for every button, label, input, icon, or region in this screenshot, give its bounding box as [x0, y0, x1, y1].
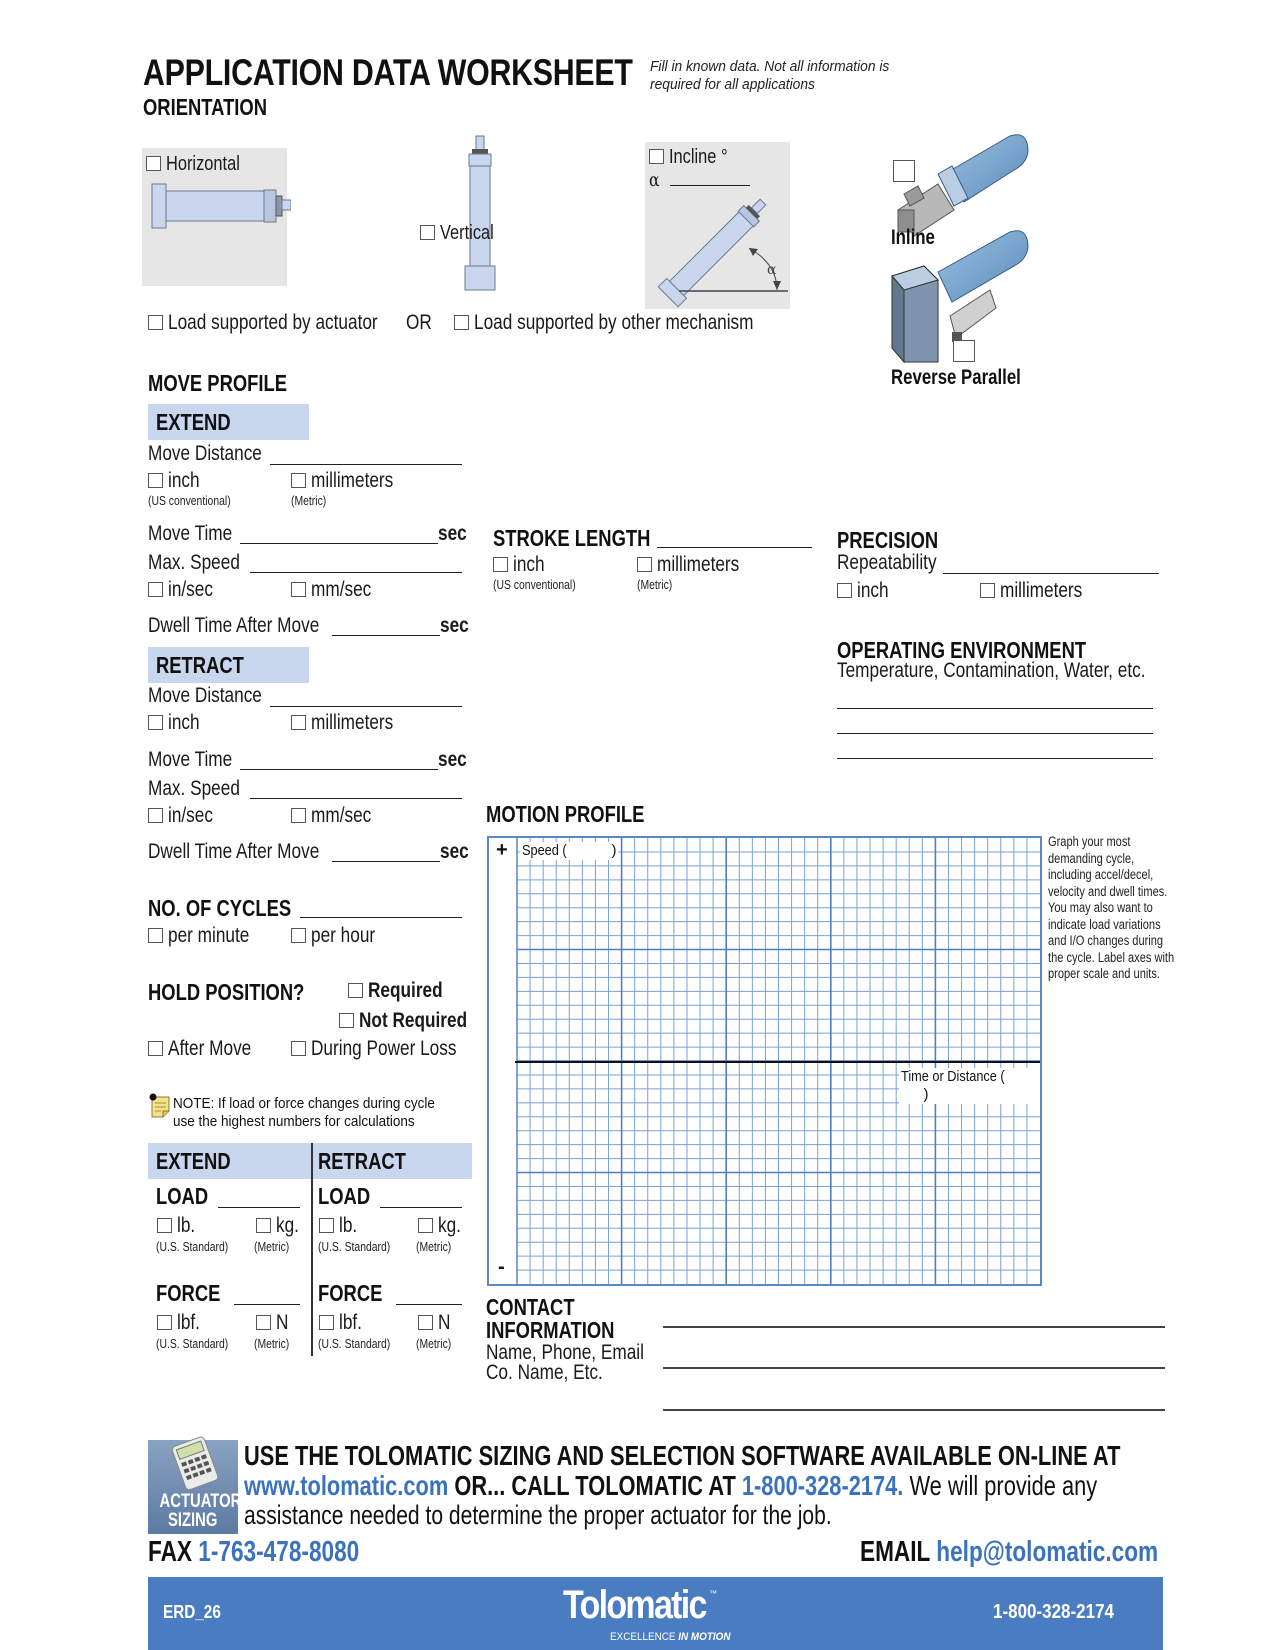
- or-label: OR: [406, 311, 432, 334]
- reverse-parallel-label: Reverse Parallel: [891, 366, 1021, 389]
- vertical-actuator-icon: [455, 134, 505, 292]
- hold-after-move-checkbox[interactable]: [148, 1041, 163, 1056]
- retract-move-time-unit: sec: [438, 748, 467, 771]
- load-supported-other-option[interactable]: Load supported by other mechanism: [454, 311, 815, 335]
- retract-n-note: (Metric): [416, 1336, 452, 1351]
- extend-band: EXTEND: [148, 404, 309, 440]
- load-supported-other-checkbox[interactable]: [454, 315, 469, 330]
- extend-force-input[interactable]: [234, 1304, 300, 1305]
- reverse-parallel-checkbox[interactable]: [953, 340, 975, 362]
- retract-kg-note: (Metric): [416, 1239, 452, 1254]
- inline-label: Inline: [891, 226, 935, 249]
- contact-heading: CONTACT INFORMATION: [486, 1294, 615, 1343]
- contact-line-2[interactable]: [663, 1367, 1165, 1369]
- retract-move-time-field[interactable]: Move Time: [148, 748, 233, 771]
- reverse-parallel-checkbox-row[interactable]: [953, 340, 980, 366]
- retract-distance-mm-option[interactable]: millimeters: [291, 711, 411, 735]
- hold-after-move-option[interactable]: After Move: [148, 1037, 270, 1061]
- retract-max-speed-field[interactable]: Max. Speed: [148, 777, 240, 800]
- x-axis-label: Time or Distance ( ): [899, 1068, 1040, 1104]
- retract-distance-mm-checkbox[interactable]: [291, 715, 306, 730]
- inline-checkbox-row[interactable]: [893, 160, 920, 186]
- extend-force-field[interactable]: FORCE: [156, 1280, 221, 1306]
- contact-line-1[interactable]: [663, 1326, 1165, 1328]
- extend-force-lbf-checkbox[interactable]: [157, 1315, 172, 1330]
- retract-move-distance-input[interactable]: [270, 706, 462, 707]
- retract-distance-inch-checkbox[interactable]: [148, 715, 163, 730]
- vertical-checkbox[interactable]: [420, 225, 435, 240]
- retract-force-n-option[interactable]: N: [418, 1311, 453, 1335]
- retract-load-lb-checkbox[interactable]: [319, 1218, 334, 1233]
- footer-tagline: EXCELLENCE IN MOTION: [610, 1631, 731, 1643]
- extend-dwell-input[interactable]: [332, 635, 440, 636]
- precision-heading: PRECISION: [837, 527, 939, 553]
- extend-force-n-option[interactable]: N: [256, 1311, 291, 1335]
- retract-dwell-unit: sec: [440, 840, 469, 863]
- cycles-per-minute-checkbox[interactable]: [148, 928, 163, 943]
- actuator-sizing-badge[interactable]: [148, 1440, 242, 1534]
- extend-mm-note: (Metric): [291, 493, 327, 508]
- extend-lb-note: (U.S. Standard): [156, 1239, 229, 1254]
- horizontal-checkbox-row[interactable]: Horizontal: [146, 153, 256, 176]
- instructions: Fill in known data. Not all information is required for all applications: [650, 58, 890, 93]
- extend-distance-mm-checkbox[interactable]: [291, 473, 306, 488]
- retract-move-distance-field[interactable]: Move Distance: [148, 684, 262, 707]
- hold-position-heading: HOLD POSITION?: [148, 979, 305, 1005]
- load-extend-heading: EXTEND: [156, 1148, 231, 1174]
- extend-speed-in-option[interactable]: in/sec: [148, 578, 223, 602]
- retract-load-field[interactable]: LOAD: [318, 1183, 371, 1209]
- operating-environment-sub: Temperature, Contamination, Water, etc.: [837, 659, 1146, 682]
- cycles-per-hour-option[interactable]: per hour: [291, 924, 389, 948]
- retract-force-input[interactable]: [396, 1304, 462, 1305]
- graph-instructions: Graph your most demanding cycle, including accel/decel, velocity and dwell times. You may also want to indicate load variations and I/O changes during the cycle. Label axes with proper scale and units.: [1048, 834, 1175, 981]
- horizontal-option: [142, 148, 287, 286]
- retract-load-kg-checkbox[interactable]: [418, 1218, 433, 1233]
- horizontal-actuator-icon: [146, 178, 291, 242]
- extend-lbf-note: (U.S. Standard): [156, 1336, 229, 1351]
- retract-lb-note: (U.S. Standard): [318, 1239, 391, 1254]
- incline-checkbox-row[interactable]: Incline °: [649, 146, 740, 169]
- repeatability-input[interactable]: [943, 573, 1159, 574]
- extend-speed-in-checkbox[interactable]: [148, 582, 163, 597]
- tolomatic-logo[interactable]: Tolomatic ™: [563, 1583, 717, 1627]
- promo-line-2: www.tolomatic.com OR... CALL TOLOMATIC AT 1-800-328-2174. We will provide any: [244, 1470, 1098, 1501]
- promo-line-1: USE THE TOLOMATIC SIZING AND SELECTION SOFTWARE AVAILABLE ON-LINE AT: [244, 1440, 1121, 1471]
- operating-environment-line-2[interactable]: [837, 733, 1153, 734]
- load-supported-actuator-option[interactable]: Load supported by actuator: [148, 311, 424, 335]
- extend-force-lbf-option[interactable]: lbf.: [157, 1311, 205, 1335]
- extend-load-input[interactable]: [218, 1207, 300, 1208]
- precision-mm-checkbox[interactable]: [980, 583, 995, 598]
- retract-force-n-checkbox[interactable]: [418, 1315, 433, 1330]
- retract-load-kg-option[interactable]: kg.: [418, 1214, 466, 1238]
- retract-speed-in-checkbox[interactable]: [148, 808, 163, 823]
- cycles-input[interactable]: [300, 917, 462, 918]
- contact-sub: Name, Phone, Email Co. Name, Etc.: [486, 1341, 644, 1384]
- promo-line-3: assistance needed to determine the proper actuator for the job.: [244, 1500, 832, 1530]
- extend-distance-inch-option[interactable]: inch: [148, 469, 207, 493]
- stroke-length-heading: STROKE LENGTH: [493, 525, 651, 551]
- incline-angle-field[interactable]: α: [649, 169, 750, 191]
- stroke-length-input[interactable]: [657, 547, 812, 548]
- retract-dwell-input[interactable]: [332, 861, 440, 862]
- hold-required-checkbox[interactable]: [348, 983, 363, 998]
- cycles-per-hour-checkbox[interactable]: [291, 928, 306, 943]
- hold-power-loss-option[interactable]: During Power Loss: [291, 1037, 488, 1061]
- cycles-heading: NO. OF CYCLES: [148, 895, 292, 921]
- footer-code: ERD_26: [163, 1602, 221, 1622]
- hold-not-required-option[interactable]: Not Required: [339, 1009, 491, 1033]
- phone-link[interactable]: 1-800-328-2174.: [741, 1470, 904, 1501]
- retract-speed-mm-option[interactable]: mm/sec: [291, 804, 385, 828]
- stroke-mm-checkbox[interactable]: [637, 557, 652, 572]
- motion-profile-graph[interactable]: [487, 836, 1042, 1286]
- stroke-inch-checkbox[interactable]: [493, 557, 508, 572]
- incline-actuator-icon: [645, 182, 790, 309]
- extend-load-kg-option[interactable]: kg.: [256, 1214, 304, 1238]
- y-axis-label: Speed ( ): [522, 842, 617, 859]
- retract-force-lbf-checkbox[interactable]: [319, 1315, 334, 1330]
- extend-n-note: (Metric): [254, 1336, 290, 1351]
- extend-max-speed-field[interactable]: Max. Speed: [148, 551, 240, 574]
- precision-inch-option[interactable]: inch: [837, 579, 896, 603]
- extend-move-time-input[interactable]: [240, 543, 438, 544]
- operating-environment-line-1[interactable]: [837, 708, 1153, 709]
- incline-checkbox[interactable]: [649, 149, 664, 164]
- stroke-inch-option[interactable]: inch: [493, 553, 552, 577]
- email-link[interactable]: help@tolomatic.com: [936, 1536, 1159, 1568]
- extend-kg-note: (Metric): [254, 1239, 290, 1254]
- cycles-per-minute-option[interactable]: per minute: [148, 924, 267, 948]
- extend-move-distance-field[interactable]: Move Distance: [148, 442, 262, 465]
- extend-move-time-unit: sec: [438, 522, 467, 545]
- incline-option: [645, 142, 790, 309]
- fax-row: FAX 1-763-478-8080: [148, 1536, 360, 1568]
- extend-distance-mm-option[interactable]: millimeters: [291, 469, 411, 493]
- stroke-mm-option[interactable]: millimeters: [637, 553, 757, 577]
- load-retract-heading: RETRACT: [318, 1148, 406, 1174]
- retract-move-time-input[interactable]: [240, 769, 438, 770]
- retract-distance-inch-option[interactable]: inch: [148, 711, 207, 735]
- retract-speed-in-option[interactable]: in/sec: [148, 804, 223, 828]
- extend-move-time-field[interactable]: Move Time: [148, 522, 233, 545]
- extend-dwell-field[interactable]: Dwell Time After Move: [148, 614, 320, 637]
- minus-icon: -: [498, 1256, 505, 1278]
- graph-grid: [489, 838, 1040, 1284]
- badge-text: ACTUATOR SIZING: [159, 1491, 242, 1531]
- fax-number[interactable]: 1-763-478-8080: [198, 1536, 360, 1568]
- extend-inch-note: (US conventional): [148, 493, 231, 508]
- extend-load-kg-checkbox[interactable]: [256, 1218, 271, 1233]
- horizontal-checkbox[interactable]: [146, 156, 161, 171]
- hold-power-loss-checkbox[interactable]: [291, 1041, 306, 1056]
- retract-load-input[interactable]: [380, 1207, 462, 1208]
- footer-bar: [148, 1577, 1163, 1650]
- load-supported-actuator-checkbox[interactable]: [148, 315, 163, 330]
- svg-text:α: α: [767, 262, 777, 278]
- extend-load-lb-checkbox[interactable]: [157, 1218, 172, 1233]
- vertical-checkbox-row[interactable]: Vertical: [420, 222, 506, 245]
- footer-phone[interactable]: 1-800-328-2174: [993, 1601, 1114, 1623]
- extend-dwell-unit: sec: [440, 614, 469, 637]
- precision-mm-option[interactable]: millimeters: [980, 579, 1100, 603]
- retract-max-speed-input[interactable]: [250, 798, 462, 799]
- extend-max-speed-input[interactable]: [250, 572, 462, 573]
- plus-icon: +: [496, 839, 508, 861]
- stroke-inch-note: (US conventional): [493, 577, 576, 592]
- extend-speed-mm-checkbox[interactable]: [291, 582, 306, 597]
- contact-line-3[interactable]: [663, 1409, 1165, 1411]
- extend-force-n-checkbox[interactable]: [256, 1315, 271, 1330]
- email-row: EMAIL help@tolomatic.com: [860, 1536, 1159, 1568]
- orientation-heading: ORIENTATION: [143, 94, 268, 120]
- precision-inch-checkbox[interactable]: [837, 583, 852, 598]
- move-profile-heading: MOVE PROFILE: [148, 370, 288, 396]
- retract-speed-mm-checkbox[interactable]: [291, 808, 306, 823]
- retract-force-lbf-option[interactable]: lbf.: [319, 1311, 367, 1335]
- operating-environment-line-3[interactable]: [837, 758, 1153, 759]
- inline-checkbox[interactable]: [893, 160, 915, 182]
- retract-dwell-field[interactable]: Dwell Time After Move: [148, 840, 320, 863]
- retract-load-lb-option[interactable]: lb.: [319, 1214, 361, 1238]
- website-link[interactable]: www.tolomatic.com: [244, 1470, 449, 1501]
- motion-profile-heading: MOTION PROFILE: [486, 801, 645, 827]
- calculator-icon: [168, 1434, 224, 1492]
- note-text: NOTE: If load or force changes during cycle use the highest numbers for calculations: [173, 1095, 435, 1130]
- repeatability-field[interactable]: Repeatability: [837, 551, 937, 574]
- page-title: APPLICATION DATA WORKSHEET: [143, 52, 633, 93]
- extend-speed-mm-option[interactable]: mm/sec: [291, 578, 385, 602]
- extend-load-lb-option[interactable]: lb.: [157, 1214, 199, 1238]
- stroke-mm-note: (Metric): [637, 577, 673, 592]
- hold-required-option[interactable]: Required: [348, 979, 459, 1003]
- retract-band: RETRACT: [148, 647, 309, 683]
- note-icon: [149, 1093, 171, 1119]
- extend-distance-inch-checkbox[interactable]: [148, 473, 163, 488]
- load-force-divider: [311, 1143, 313, 1356]
- graph-gutter: [489, 838, 515, 1284]
- retract-force-field[interactable]: FORCE: [318, 1280, 383, 1306]
- operating-environment-heading: OPERATING ENVIRONMENT: [837, 637, 1087, 663]
- extend-load-field[interactable]: LOAD: [156, 1183, 209, 1209]
- extend-move-distance-input[interactable]: [270, 464, 462, 465]
- retract-lbf-note: (U.S. Standard): [318, 1336, 391, 1351]
- hold-not-required-checkbox[interactable]: [339, 1013, 354, 1028]
